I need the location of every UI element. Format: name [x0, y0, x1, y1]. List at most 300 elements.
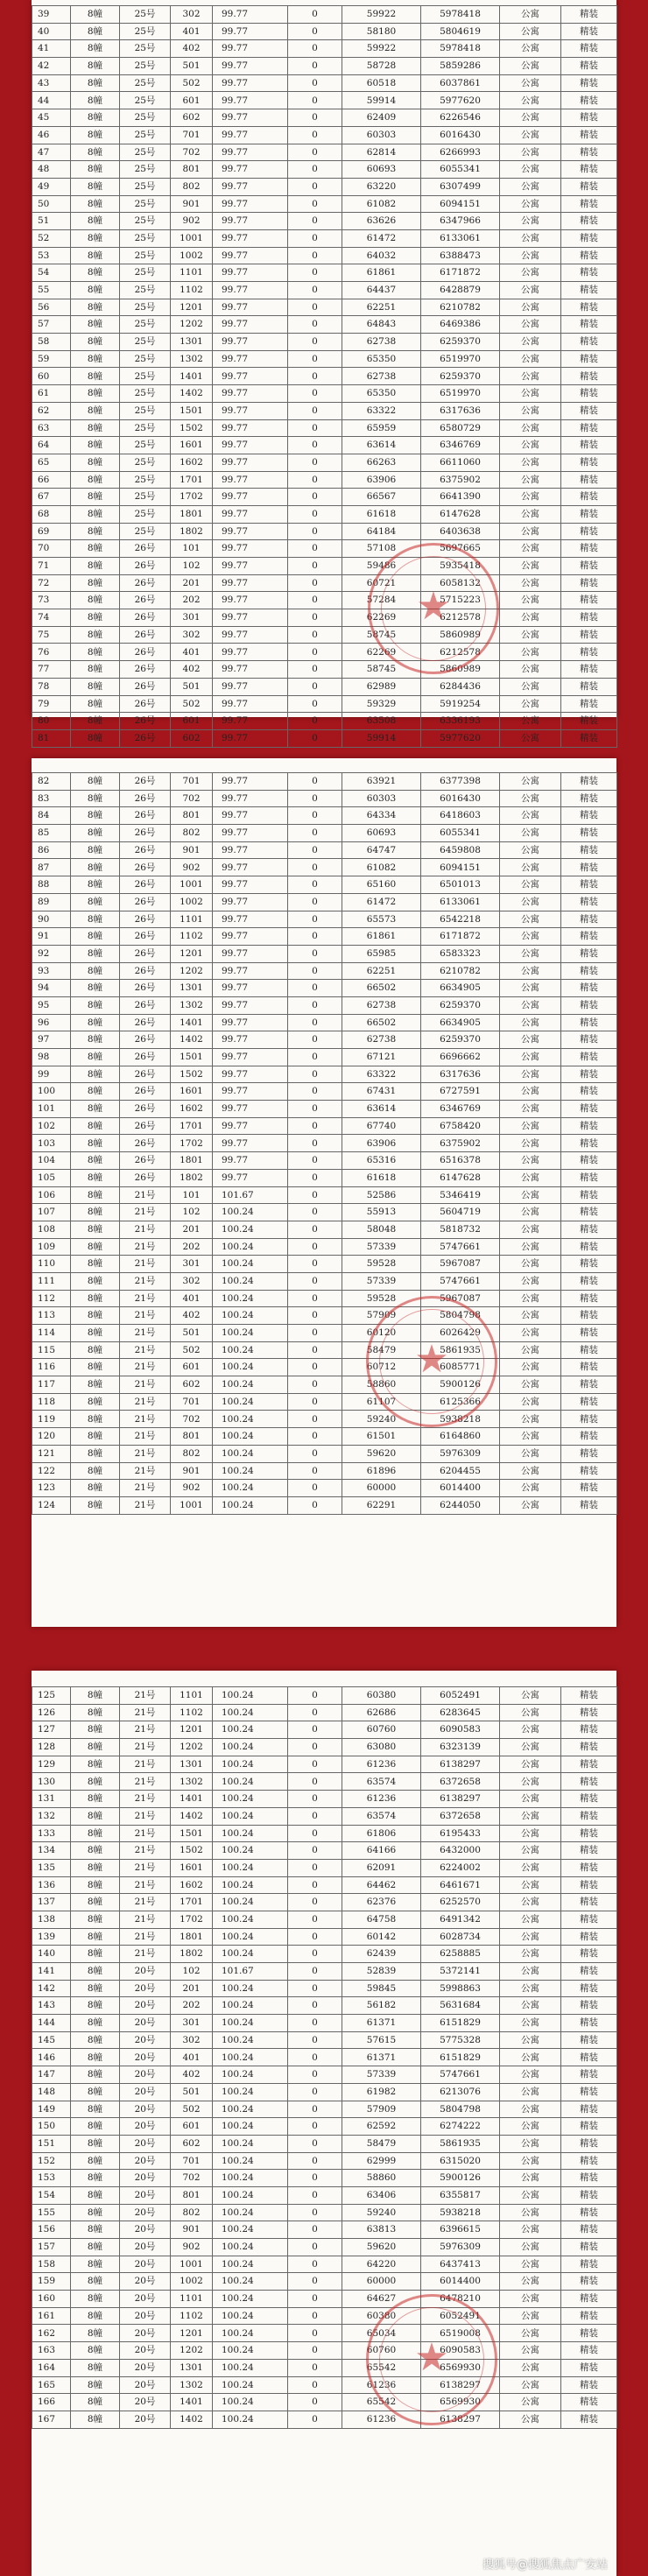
- unit-price-cell: 63080: [342, 1739, 421, 1756]
- building-cell: 8幢: [71, 2307, 120, 2325]
- table-row: [32, 2049, 617, 2066]
- area-cell: 100.24: [213, 1256, 288, 1273]
- area-cell: 100.24: [213, 2221, 288, 2239]
- area-cell: 99.77: [213, 911, 288, 928]
- unit-price-cell: 65160: [342, 876, 421, 894]
- room-cell: 1001: [171, 876, 213, 894]
- usage-cell: 公寓: [500, 825, 561, 842]
- unit-price-cell: 65542: [342, 2394, 421, 2411]
- usage-cell: 公寓: [500, 558, 561, 575]
- table-row: [32, 2204, 617, 2221]
- total-price-cell: 5967087: [421, 1290, 500, 1307]
- area-cell: 100.24: [213, 1462, 288, 1480]
- extra-cell: 0: [288, 1980, 342, 1997]
- table-row: [32, 962, 617, 980]
- usage-cell: 公寓: [500, 2221, 561, 2239]
- decoration-cell: 精装: [561, 1359, 617, 1376]
- room-cell: 602: [171, 109, 213, 127]
- area-cell: 100.24: [213, 2376, 288, 2394]
- extra-cell: 0: [288, 644, 342, 661]
- room-cell: 1101: [171, 911, 213, 928]
- area-cell: 100.24: [213, 2342, 288, 2360]
- room-cell: 702: [171, 2170, 213, 2187]
- table-row: [32, 1031, 617, 1049]
- unit-price-cell: 60693: [342, 825, 421, 842]
- usage-cell: 公寓: [500, 911, 561, 928]
- table-row: [32, 2118, 617, 2136]
- room-cell: 1401: [171, 2394, 213, 2411]
- total-price-cell: 5976309: [421, 1445, 500, 1462]
- room-cell: 802: [171, 825, 213, 842]
- total-price-cell: 6580729: [421, 419, 500, 437]
- table-row: [32, 471, 617, 489]
- unit-price-cell: 57909: [342, 2101, 421, 2118]
- decoration-cell: 精装: [561, 505, 617, 523]
- unit-price-cell: 60303: [342, 790, 421, 807]
- total-price-cell: 5860989: [421, 661, 500, 679]
- unit-price-cell: 52586: [342, 1186, 421, 1204]
- row-number-cell: 111: [32, 1272, 71, 1290]
- total-price-cell: 6212578: [421, 609, 500, 627]
- unit-price-cell: 61236: [342, 1756, 421, 1773]
- decoration-cell: 精装: [561, 419, 617, 437]
- unit-price-cell: 58745: [342, 661, 421, 679]
- building-cell: 8幢: [71, 2359, 120, 2376]
- area-cell: 100.24: [213, 1221, 288, 1238]
- table-row: [32, 2411, 617, 2428]
- unit-price-cell: 63508: [342, 713, 421, 730]
- extra-cell: 0: [288, 1238, 342, 1256]
- extra-cell: 0: [288, 962, 342, 980]
- room-cell: 402: [171, 661, 213, 679]
- usage-cell: 公寓: [500, 144, 561, 161]
- building-cell: 8幢: [71, 2342, 120, 2360]
- usage-cell: 公寓: [500, 1480, 561, 1497]
- area-cell: 99.77: [213, 454, 288, 471]
- extra-cell: 0: [288, 558, 342, 575]
- unit-cell: 21号: [120, 1272, 171, 1290]
- unit-price-cell: 62989: [342, 678, 421, 695]
- row-number-cell: 106: [32, 1186, 71, 1204]
- total-price-cell: 5604719: [421, 1204, 500, 1221]
- unit-cell: 25号: [120, 368, 171, 385]
- usage-cell: 公寓: [500, 92, 561, 109]
- table-row: [32, 893, 617, 911]
- building-cell: 8幢: [71, 2221, 120, 2239]
- table-row: [32, 1445, 617, 1462]
- table-row: [32, 1946, 617, 1963]
- decoration-cell: 精装: [561, 2256, 617, 2273]
- usage-cell: 公寓: [500, 2170, 561, 2187]
- row-number-cell: 100: [32, 1083, 71, 1101]
- room-cell: 1601: [171, 1859, 213, 1876]
- area-cell: 99.77: [213, 945, 288, 962]
- unit-cell: 26号: [120, 945, 171, 962]
- extra-cell: 0: [288, 2325, 342, 2342]
- usage-cell: 公寓: [500, 2083, 561, 2101]
- decoration-cell: 精装: [561, 1928, 617, 1946]
- building-cell: 8幢: [71, 996, 120, 1014]
- building-cell: 8幢: [71, 1428, 120, 1446]
- unit-cell: 25号: [120, 523, 171, 540]
- area-cell: 99.77: [213, 437, 288, 454]
- usage-cell: 公寓: [500, 1721, 561, 1739]
- decoration-cell: 精装: [561, 40, 617, 58]
- row-number-cell: 103: [32, 1135, 71, 1152]
- decoration-cell: 精装: [561, 1290, 617, 1307]
- room-cell: 102: [171, 558, 213, 575]
- decoration-cell: 精装: [561, 1963, 617, 1981]
- total-price-cell: 6355817: [421, 2186, 500, 2204]
- unit-cell: 21号: [120, 1928, 171, 1946]
- extra-cell: 0: [288, 825, 342, 842]
- area-cell: 100.24: [213, 1307, 288, 1325]
- room-cell: 1101: [171, 2291, 213, 2308]
- room-cell: 702: [171, 144, 213, 161]
- row-number-cell: 99: [32, 1066, 71, 1083]
- table-row: [32, 859, 617, 876]
- extra-cell: 0: [288, 454, 342, 471]
- row-number-cell: 150: [32, 2118, 71, 2136]
- usage-cell: 公寓: [500, 437, 561, 454]
- building-cell: 8幢: [71, 2170, 120, 2187]
- total-price-cell: 6418603: [421, 807, 500, 825]
- area-cell: 100.24: [213, 2101, 288, 2118]
- area-cell: 99.77: [213, 695, 288, 713]
- usage-cell: 公寓: [500, 1359, 561, 1376]
- unit-price-cell: 62686: [342, 1704, 421, 1721]
- unit-cell: 25号: [120, 144, 171, 161]
- decoration-cell: 精装: [561, 1911, 617, 1928]
- total-price-cell: 6014400: [421, 1480, 500, 1497]
- extra-cell: 0: [288, 1049, 342, 1066]
- extra-cell: 0: [288, 178, 342, 195]
- room-cell: 701: [171, 2152, 213, 2170]
- area-cell: 99.77: [213, 807, 288, 825]
- extra-cell: 0: [288, 1359, 342, 1376]
- row-number-cell: 143: [32, 1997, 71, 2015]
- extra-cell: 0: [288, 574, 342, 592]
- usage-cell: 公寓: [500, 1859, 561, 1876]
- building-cell: 8幢: [71, 1186, 120, 1204]
- total-price-cell: 5919254: [421, 695, 500, 713]
- table-row: [32, 1428, 617, 1446]
- table-row: [32, 1049, 617, 1066]
- table-row: [32, 996, 617, 1014]
- area-cell: 99.77: [213, 471, 288, 489]
- building-cell: 8幢: [71, 1825, 120, 1842]
- area-cell: 99.77: [213, 523, 288, 540]
- total-price-cell: 6519970: [421, 385, 500, 403]
- building-cell: 8幢: [71, 40, 120, 58]
- row-number-cell: 90: [32, 911, 71, 928]
- room-cell: 1002: [171, 893, 213, 911]
- decoration-cell: 精装: [561, 825, 617, 842]
- usage-cell: 公寓: [500, 350, 561, 368]
- table-row: [32, 644, 617, 661]
- building-cell: 8幢: [71, 471, 120, 489]
- table-row: [32, 247, 617, 264]
- table-row: [32, 1307, 617, 1325]
- building-cell: 8幢: [71, 1135, 120, 1152]
- area-cell: 99.77: [213, 1014, 288, 1031]
- total-price-cell: 5747661: [421, 1272, 500, 1290]
- extra-cell: 0: [288, 1842, 342, 1860]
- usage-cell: 公寓: [500, 1807, 561, 1825]
- room-cell: 1102: [171, 2307, 213, 2325]
- building-cell: 8幢: [71, 1876, 120, 1894]
- usage-cell: 公寓: [500, 505, 561, 523]
- unit-price-cell: 59914: [342, 729, 421, 747]
- table-row: [32, 2273, 617, 2291]
- unit-price-cell: 62738: [342, 1031, 421, 1049]
- total-price-cell: 6459808: [421, 841, 500, 859]
- row-number-cell: 129: [32, 1756, 71, 1773]
- extra-cell: 0: [288, 368, 342, 385]
- usage-cell: 公寓: [500, 1496, 561, 1514]
- table-row: [32, 729, 617, 747]
- row-number-cell: 147: [32, 2066, 71, 2084]
- total-price-cell: 6226546: [421, 109, 500, 127]
- building-cell: 8幢: [71, 1739, 120, 1756]
- unit-price-cell: 59329: [342, 695, 421, 713]
- extra-cell: 0: [288, 729, 342, 747]
- row-number-cell: 50: [32, 195, 71, 213]
- row-number-cell: 131: [32, 1791, 71, 1808]
- unit-cell: 21号: [120, 1341, 171, 1359]
- total-price-cell: 6138297: [421, 2376, 500, 2394]
- area-cell: 99.77: [213, 334, 288, 351]
- extra-cell: 0: [288, 299, 342, 316]
- usage-cell: 公寓: [500, 2256, 561, 2273]
- usage-cell: 公寓: [500, 1756, 561, 1773]
- decoration-cell: 精装: [561, 928, 617, 946]
- row-number-cell: 79: [32, 695, 71, 713]
- table-row: [32, 1462, 617, 1480]
- extra-cell: 0: [288, 1911, 342, 1928]
- unit-price-cell: 60518: [342, 74, 421, 92]
- area-cell: 99.77: [213, 678, 288, 695]
- decoration-cell: 精装: [561, 1117, 617, 1135]
- total-price-cell: 5804798: [421, 2101, 500, 2118]
- table-row: [32, 213, 617, 230]
- row-number-cell: 158: [32, 2256, 71, 2273]
- usage-cell: 公寓: [500, 2376, 561, 2394]
- area-cell: 100.24: [213, 1842, 288, 1860]
- unit-price-cell: 64843: [342, 316, 421, 334]
- row-number-cell: 146: [32, 2049, 71, 2066]
- building-cell: 8幢: [71, 592, 120, 609]
- table-row: [32, 2307, 617, 2325]
- usage-cell: 公寓: [500, 790, 561, 807]
- room-cell: 601: [171, 713, 213, 730]
- usage-cell: 公寓: [500, 996, 561, 1014]
- building-cell: 8幢: [71, 807, 120, 825]
- room-cell: 902: [171, 213, 213, 230]
- row-number-cell: 91: [32, 928, 71, 946]
- area-cell: 100.24: [213, 2186, 288, 2204]
- area-cell: 99.77: [213, 195, 288, 213]
- unit-cell: 20号: [120, 2325, 171, 2342]
- extra-cell: 0: [288, 893, 342, 911]
- unit-price-cell: 66502: [342, 980, 421, 997]
- room-cell: 1701: [171, 1117, 213, 1135]
- row-number-cell: 159: [32, 2273, 71, 2291]
- room-cell: 1101: [171, 264, 213, 282]
- unit-price-cell: 61618: [342, 505, 421, 523]
- area-cell: 99.77: [213, 282, 288, 299]
- usage-cell: 公寓: [500, 523, 561, 540]
- unit-cell: 21号: [120, 1307, 171, 1325]
- total-price-cell: 6437413: [421, 2256, 500, 2273]
- unit-cell: 26号: [120, 540, 171, 558]
- unit-price-cell: 63614: [342, 437, 421, 454]
- room-cell: 1302: [171, 350, 213, 368]
- area-cell: 100.24: [213, 2015, 288, 2032]
- unit-cell: 25号: [120, 350, 171, 368]
- area-cell: 99.77: [213, 661, 288, 679]
- decoration-cell: 精装: [561, 1480, 617, 1497]
- total-price-cell: 6195433: [421, 1825, 500, 1842]
- unit-cell: 25号: [120, 471, 171, 489]
- decoration-cell: 精装: [561, 523, 617, 540]
- building-cell: 8幢: [71, 2411, 120, 2428]
- extra-cell: 0: [288, 945, 342, 962]
- total-price-cell: 6346769: [421, 1101, 500, 1118]
- extra-cell: 0: [288, 402, 342, 419]
- row-number-cell: 142: [32, 1980, 71, 1997]
- usage-cell: 公寓: [500, 1204, 561, 1221]
- unit-cell: 25号: [120, 178, 171, 195]
- unit-cell: 25号: [120, 92, 171, 109]
- unit-cell: 26号: [120, 1117, 171, 1135]
- extra-cell: 0: [288, 1791, 342, 1808]
- usage-cell: 公寓: [500, 713, 561, 730]
- total-price-cell: 6315020: [421, 2152, 500, 2170]
- decoration-cell: 精装: [561, 161, 617, 179]
- unit-price-cell: 67431: [342, 1083, 421, 1101]
- building-cell: 8幢: [71, 773, 120, 791]
- decoration-cell: 精装: [561, 247, 617, 264]
- usage-cell: 公寓: [500, 540, 561, 558]
- unit-cell: 26号: [120, 1101, 171, 1118]
- unit-price-cell: 58745: [342, 626, 421, 644]
- unit-cell: 26号: [120, 558, 171, 575]
- usage-cell: 公寓: [500, 282, 561, 299]
- table-row: [32, 2015, 617, 2032]
- usage-cell: 公寓: [500, 6, 561, 24]
- unit-cell: 25号: [120, 334, 171, 351]
- room-cell: 301: [171, 609, 213, 627]
- row-number-cell: 94: [32, 980, 71, 997]
- area-cell: 99.77: [213, 1049, 288, 1066]
- usage-cell: 公寓: [500, 471, 561, 489]
- room-cell: 702: [171, 790, 213, 807]
- room-cell: 1102: [171, 282, 213, 299]
- usage-cell: 公寓: [500, 229, 561, 247]
- total-price-cell: 5860989: [421, 626, 500, 644]
- unit-cell: 20号: [120, 2394, 171, 2411]
- room-cell: 1001: [171, 2256, 213, 2273]
- seal-star-icon: ★: [414, 1337, 449, 1382]
- table-row: [32, 1117, 617, 1135]
- building-cell: 8幢: [71, 729, 120, 747]
- unit-cell: 20号: [120, 2342, 171, 2360]
- extra-cell: 0: [288, 161, 342, 179]
- table-row: [32, 928, 617, 946]
- unit-cell: 21号: [120, 1204, 171, 1221]
- room-cell: 601: [171, 1359, 213, 1376]
- unit-cell: 26号: [120, 678, 171, 695]
- row-number-cell: 97: [32, 1031, 71, 1049]
- row-number-cell: 39: [32, 6, 71, 24]
- table-row: [32, 1791, 617, 1808]
- table-row: [32, 282, 617, 299]
- extra-cell: 0: [288, 1204, 342, 1221]
- row-number-cell: 86: [32, 841, 71, 859]
- usage-cell: 公寓: [500, 2411, 561, 2428]
- room-cell: 701: [171, 126, 213, 144]
- row-number-cell: 156: [32, 2221, 71, 2239]
- unit-cell: 26号: [120, 626, 171, 644]
- area-cell: 100.24: [213, 2083, 288, 2101]
- area-cell: 99.77: [213, 592, 288, 609]
- unit-cell: 21号: [120, 1411, 171, 1428]
- room-cell: 501: [171, 1325, 213, 1342]
- usage-cell: 公寓: [500, 195, 561, 213]
- unit-cell: 25号: [120, 58, 171, 75]
- row-number-cell: 55: [32, 282, 71, 299]
- building-cell: 8幢: [71, 1807, 120, 1825]
- room-cell: 1502: [171, 1842, 213, 1860]
- room-cell: 601: [171, 92, 213, 109]
- decoration-cell: 精装: [561, 334, 617, 351]
- extra-cell: 0: [288, 1031, 342, 1049]
- extra-cell: 0: [288, 1721, 342, 1739]
- unit-price-cell: 64747: [342, 841, 421, 859]
- table-row: [32, 1135, 617, 1152]
- row-number-cell: 72: [32, 574, 71, 592]
- usage-cell: 公寓: [500, 1135, 561, 1152]
- decoration-cell: 精装: [561, 1169, 617, 1186]
- unit-price-cell: 61861: [342, 264, 421, 282]
- building-cell: 8幢: [71, 350, 120, 368]
- unit-price-cell: 57108: [342, 540, 421, 558]
- total-price-cell: 6259370: [421, 368, 500, 385]
- total-price-cell: 6094151: [421, 195, 500, 213]
- unit-price-cell: 61896: [342, 1462, 421, 1480]
- room-cell: 701: [171, 1393, 213, 1411]
- building-cell: 8幢: [71, 1963, 120, 1981]
- building-cell: 8幢: [71, 178, 120, 195]
- table-row: [32, 2031, 617, 2049]
- room-cell: 1202: [171, 2342, 213, 2360]
- price-list-page-2: [32, 758, 616, 1627]
- room-cell: 302: [171, 2031, 213, 2049]
- unit-price-cell: 57339: [342, 2066, 421, 2084]
- building-cell: 8幢: [71, 437, 120, 454]
- usage-cell: 公寓: [500, 1842, 561, 1860]
- unit-cell: 26号: [120, 592, 171, 609]
- usage-cell: 公寓: [500, 247, 561, 264]
- table-row: [32, 773, 617, 791]
- area-cell: 99.77: [213, 402, 288, 419]
- source-watermark: 搜狐号@搜狐焦点广安站: [482, 2558, 608, 2572]
- row-number-cell: 77: [32, 661, 71, 679]
- table-row: [32, 1290, 617, 1307]
- total-price-cell: 6052491: [421, 1687, 500, 1705]
- unit-cell: 20号: [120, 2239, 171, 2256]
